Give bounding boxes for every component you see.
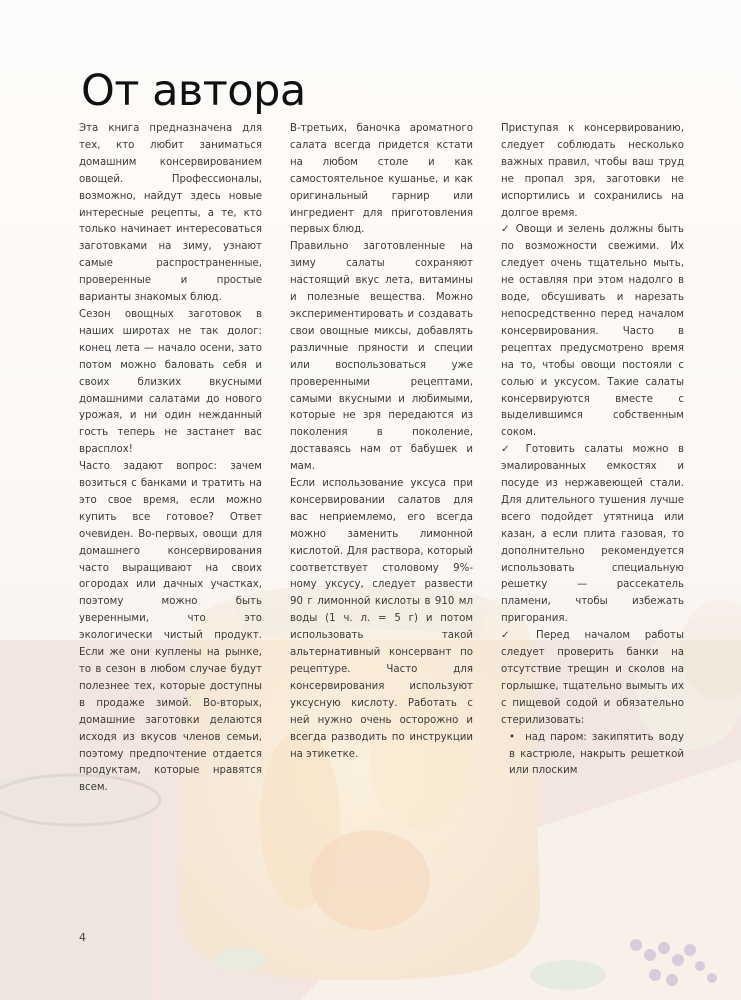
text-column-1 xyxy=(79,121,262,797)
paragraph: В-третьих, баночка ароматного салата всегда придется кстати на любом столе и как самостоятельное кушанье, и как оригинальный гарнир или ингредиент для приготовления первых блюд. xyxy=(290,123,473,236)
paragraph: Часто задают вопрос: зачем возиться с банками и тратить на это свое время, если можно купить все готовое? Ответ очевиден. Во-первых, овощи для домашнего консервирования часто выращивают на своих огородах или дачных участках, поэтому можно быть уверенными, что это экологически чистый продукт. Если же они куплены на рынке, то в сезон в любом случае будут полезнее тех, которые доступны в продаже зимой. Во-вторых, домашние заготовки делаются исходя из вкусов членов семьи, поэтому предпочтение отдается продуктам, которые нравятся всем. xyxy=(79,461,262,794)
paragraph: Приступая к консервированию, следует соблюдать несколько важных правил, чтобы ваш труд не пропал зря, заготовки не испортились и сохранились на долгое время. xyxy=(501,123,684,219)
checkmark-paragraph: ✓ Перед началом работы следует проверить банки на отсутствие трещин и сколов на горлышке, тщательно вымыть их с пищевой содой и обязательно стерилизовать: xyxy=(501,628,684,729)
bullet-item: • над паром: закипятить воду в кастрюле, накрыть решеткой или плоским xyxy=(501,730,684,781)
paragraph: Сезон овощных заготовок в наших широтах не так долог: конец лета — начало осени, зато потом можно баловать себя и своих близких вкусными домашними салатами до нового урожая, и ни один нежданный гость теперь не застанет вас врасплох! xyxy=(79,308,262,456)
checkmark-paragraph: ✓ Овощи и зелень должны быть по возможности свежими. Их следует очень тщательно мыть, не оставляя при этом надолго в воде, обсушивать и нарезать непосредственно перед началом консервирования. Часто в рецептах предусмотрено время на то, чтобы овощи постояли с солью и уксусом. Такие салаты консервируются вместе с выделившимся собственным соком. xyxy=(501,222,684,442)
text-column-3 xyxy=(501,121,684,780)
paragraph: Если использование уксуса при консервировании салатов для вас неприемлемо, его всегда можно заменить лимонной кислотой. Для раствора, который соответствует столовому 9%-ному уксусу, следует развести 90 г лимонной кислоты в 910 мл воды (1 ч. л. = 5 г) и потом использовать такой альтернативный консервант по рецептуре. Часто для консервирования используют уксусную кислоту. Работать с ней нужно очень осторожно и всегда разводить по инструкции на этикетке. xyxy=(290,478,473,760)
checkmark-paragraph: ✓ Готовить салаты можно в эмалированных емкостях и посуде из нержавеющей стали. Для длительного тушения лучше всего подойдет утятница или казан, а если плита газовая, то дополнительно рекомендуется использовать специальную решетку — рассекатель пламени, чтобы избежать пригорания. xyxy=(501,442,684,628)
text-column-2 xyxy=(290,121,473,763)
paragraph: Правильно заготовленные на зиму салаты сохраняют настоящий вкус лета, витамины и полезные вещества. Можно экспериментировать и создавать свои овощные миксы, добавлять различные пряности и специи или воспользоваться уже проверенными рецептами, самыми вкусными и любимыми, которые не зря передаются из поколения в поколение, доставаясь нам от бабушек и мам. xyxy=(290,241,473,473)
page-number: 4 xyxy=(79,931,86,944)
paragraph: Эта книга предназначена для тех, кто любит заниматься домашним консервированием овощей. Профессионалы, возможно, найдут здесь новые интересные рецепты, а те, кто только начинает интересоваться заготовками на зиму, узнают самые распространенные, проверенные и простые варианты знакомых блюд. xyxy=(79,123,262,304)
page-title: От автора xyxy=(81,66,306,116)
